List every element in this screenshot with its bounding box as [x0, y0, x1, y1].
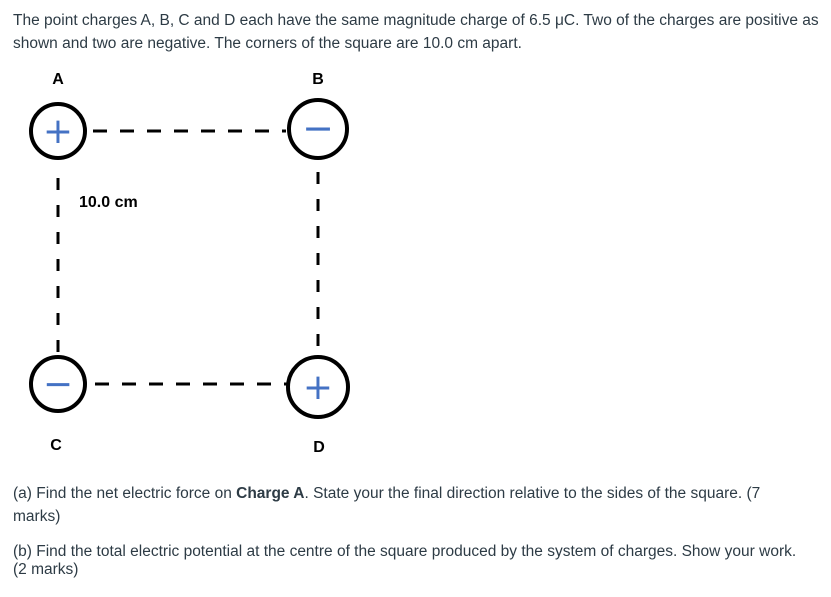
side-length-label: 10.0 cm [79, 194, 138, 211]
charge-b [289, 100, 347, 158]
question-a-text-after: . State your the final direction relative to the sides of the square. (7 marks) [13, 485, 761, 525]
charge-c [31, 357, 85, 411]
label-a: A [52, 71, 64, 88]
label-b: B [312, 71, 324, 88]
problem-statement: The point charges A, B, C and D each have the same magnitude charge of 6.5 μC. Two of the charges are positive as shown and two are negative. The corners of the square are 10.0 cm apart. [13, 12, 819, 52]
minus-sign-icon: − [302, 106, 334, 150]
plus-sign-icon: + [302, 367, 334, 408]
question-a-bold-text: Charge A [236, 485, 305, 502]
question-a-text-before: (a) Find the net electric force on [13, 485, 237, 502]
charge-a [31, 104, 85, 158]
plus-sign-icon: + [42, 111, 74, 152]
label-c: C [50, 437, 62, 454]
question-a [13, 482, 803, 528]
minus-sign-icon: − [42, 364, 74, 405]
question-b: (b) Find the total electric potential at the centre of the square produced by the system of charges. Show your work. (2 marks) [13, 543, 797, 578]
charge-d [288, 357, 348, 417]
label-d: D [313, 439, 325, 456]
